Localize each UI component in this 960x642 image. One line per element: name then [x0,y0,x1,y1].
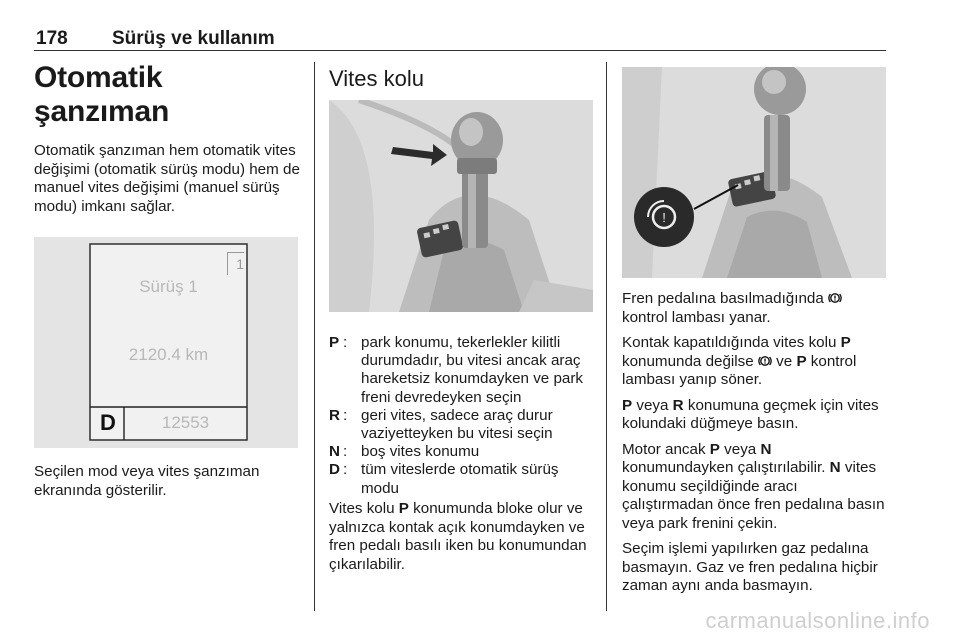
gear-letter: R [329,406,340,424]
gear-row-d [329,461,593,497]
gear-row-r [329,407,593,443]
gear-positions-list [329,334,593,498]
brake-lamp-paragraph: Fren pedalına basılmadığında kontrol lambası yanar. [622,290,886,327]
column-divider-2 [606,62,607,611]
gear-letter: P [329,334,340,351]
brake-warning-lamp-icon [828,291,842,305]
section-heading-selector-lever: Vites kolu [329,66,424,91]
lever-lock-paragraph: Vites kolu P konumunda bloke olur ve yalnızca kontak açık konumdayken ve fren pedalı basılı iken bu konumundan çıkarılabilir. [329,500,587,573]
svg-text:!: ! [662,210,666,225]
lever-lock-block [329,500,593,574]
chapter-title: Sürüş ve kullanım [112,28,275,49]
gear-description: boş vites konumu [361,443,480,461]
gear-separator: : [343,406,348,424]
page-number: 178 [36,28,68,49]
drive-mode-label: Sürüş 1 [139,277,198,296]
trip-distance-value: 2120.4 km [128,345,209,364]
display-caption-block [34,463,302,500]
watermark: carmanualsonline.info [705,608,930,633]
column-divider-1 [314,62,315,611]
page-header [34,26,886,51]
gear-letter: N [329,443,340,461]
brake-warning-lamp-icon [758,354,772,368]
release-button-paragraph: P veya R konumuna geçmek için vites kolundaki düğmeye basın. [622,396,879,432]
display-caption: Seçilen mod veya vites şanzıman ekranında gösterilir. [34,463,260,499]
selected-gear-indicator: D [100,410,116,435]
section-heading-automatic-transmission: Otomatik şanzıman [34,61,170,128]
selector-lever-illustration [329,100,593,312]
gear-letter: D [329,461,340,479]
selector-lever-drawing [329,100,593,312]
gear-row-p [329,334,593,407]
manual-gear-icon: 1 [227,252,244,275]
column-2 [329,66,593,92]
gear-separator: : [343,461,348,479]
gear-row-n [329,443,593,461]
pedal-warning-paragraph: Seçim işlemi yapılırken gaz pedalına basmayın. Gaz ve fren pedalına hiçbir zaman aynı anda basmayın. [622,540,878,594]
gear-description: tüm viteslerde otomatik sürüş modu [361,461,559,497]
gear-description: park konumu, tekerlekler kilitli durumdadır, bu vitesi ancak araç hareketsiz konumdayken ve park freni devredeyken seçin [361,334,584,406]
lever-with-lamp-drawing [622,67,886,278]
transmission-display-illustration [34,237,298,448]
odometer-value: 12553 [161,413,210,432]
gear-separator: : [343,334,348,351]
intro-paragraph: Otomatik şanzıman hem otomatik vites değişimi (otomatik sürüş modu) hem de manuel vites değişimi (manuel sürüş modu) imkanı sağlar. [34,142,300,215]
column-3-text [622,290,886,596]
gear-separator: : [343,443,348,461]
engine-start-paragraph: Motor ancak P veya N konumundayken çalıştırılabilir. N vites konumu seçildiğinde aracı çalıştırmadan önce fren pedalına basın veya park frenini çekin. [622,440,885,532]
gear-description: geri vites, sadece araç durur vaziyetteyken bu vitesi seçin [361,406,553,443]
ignition-off-paragraph: Kontak kapatıldığında vites kolu P konumunda değilse ve P kontrol lambası yanıp söner. [622,334,857,388]
brake-lamp-illustration [622,67,886,278]
